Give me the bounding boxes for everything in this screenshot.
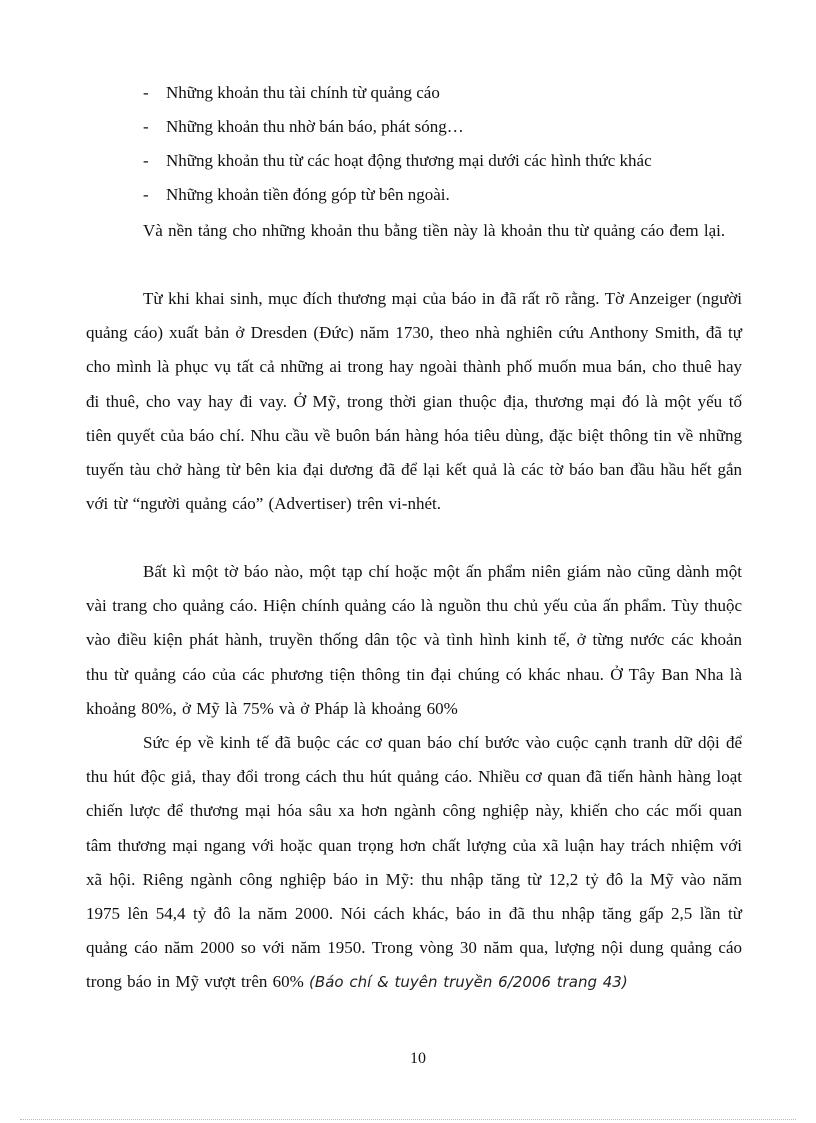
list-item [143, 182, 652, 216]
footer-divider [20, 1119, 796, 1120]
list-item-text: Những khoản thu tài chính từ quảng cáo [166, 83, 440, 102]
page-number: 10 [410, 1050, 426, 1067]
list-item [143, 80, 652, 114]
list-item-text: Những khoản thu nhờ bán báo, phát sóng… [166, 117, 464, 136]
paragraph-economic-pressure [86, 726, 742, 1000]
paragraph-text: Sức ép về kinh tế đã buộc các cơ quan báo chí bước vào cuộc cạnh tranh dữ dội để thu hút độc giả, thay đổi trong cách thu hút quảng cáo. Nhiều cơ quan đã tiến hành hàng loạt chiến lược để thương mại hóa sâu xa hơn ngành công nghiệp này, khiến cho các mối quan tâm thương mại ngang với hoặc quan trọng hơn chất lượng của xã luận hay trách nhiệm với xã hội. Riêng ngành công nghiệp báo in Mỹ: thu nhập tăng từ 12,2 tỷ đô la Mỹ vào năm 1975 lên 54,4 tỷ đô la năm 2000. Nói cách khác, báo in đã thu nhập tăng gấp 2,5 lần từ quảng cáo năm 2000 so với năm 1950. Trong vòng 30 năm qua, lượng nội dung quảng cáo trong báo in Mỹ vượt trên 60% [86, 733, 742, 992]
list-item-text: Những khoản tiền đóng góp từ bên ngoài. [166, 185, 450, 204]
bullet-marker: - [143, 151, 149, 170]
bullet-marker: - [143, 185, 149, 204]
bullet-marker: - [143, 83, 149, 102]
bullet-marker: - [143, 117, 149, 136]
paragraph-ad-share: Bất kì một tờ báo nào, một tạp chí hoặc một ấn phẩm niên giám nào cũng dành một vài trang cho quảng cáo. Hiện chính quảng cáo là nguồn thu chủ yếu của ấn phẩm. Tùy thuộc vào điều kiện phát hành, truyền thống dân tộc và tình hình kinh tế, ở từng nước các khoản thu từ quảng cáo của các phương tiện thông tin đại chúng có khác nhau. Ở Tây Ban Nha là khoảng 80%, ở Mỹ là 75% và ở Pháp là khoảng 60% [86, 562, 742, 718]
list-item [143, 148, 652, 182]
bullet-list [143, 80, 652, 216]
list-item [143, 114, 652, 148]
paragraph-history: Từ khi khai sinh, mục đích thương mại của báo in đã rất rõ rằng. Tờ Anzeiger (người quảng cáo) xuất bản ở Dresden (Đức) năm 1730, theo nhà nghiên cứu Anthony Smith, đã tự cho mình là phục vụ tất cả những ai trong hay ngoài thành phố muốn mua bán, cho thuê hay đi thuê, cho vay hay đi vay. Ở Mỹ, trong thời gian thuộc địa, thương mại đó là một yếu tố tiên quyết của báo chí. Nhu cầu về buôn bán hàng hóa tiêu dùng, đặc biệt thông tin về những tuyến tàu chở hàng từ bên kia đại dương đã để lại kết quả là các tờ báo ban đầu hầu hết gắn với từ “người quảng cáo” (Advertiser) trên vi-nhét. [86, 289, 742, 514]
citation: (Báo chí & tuyên truyền 6/2006 trang 43) [309, 973, 628, 992]
paragraph-revenue-foundation: Và nền tảng cho những khoản thu bằng tiền này là khoản thu từ quảng cáo đem lại. [143, 221, 726, 240]
list-item-text: Những khoản thu từ các hoạt động thương mại dưới các hình thức khác [166, 151, 652, 170]
